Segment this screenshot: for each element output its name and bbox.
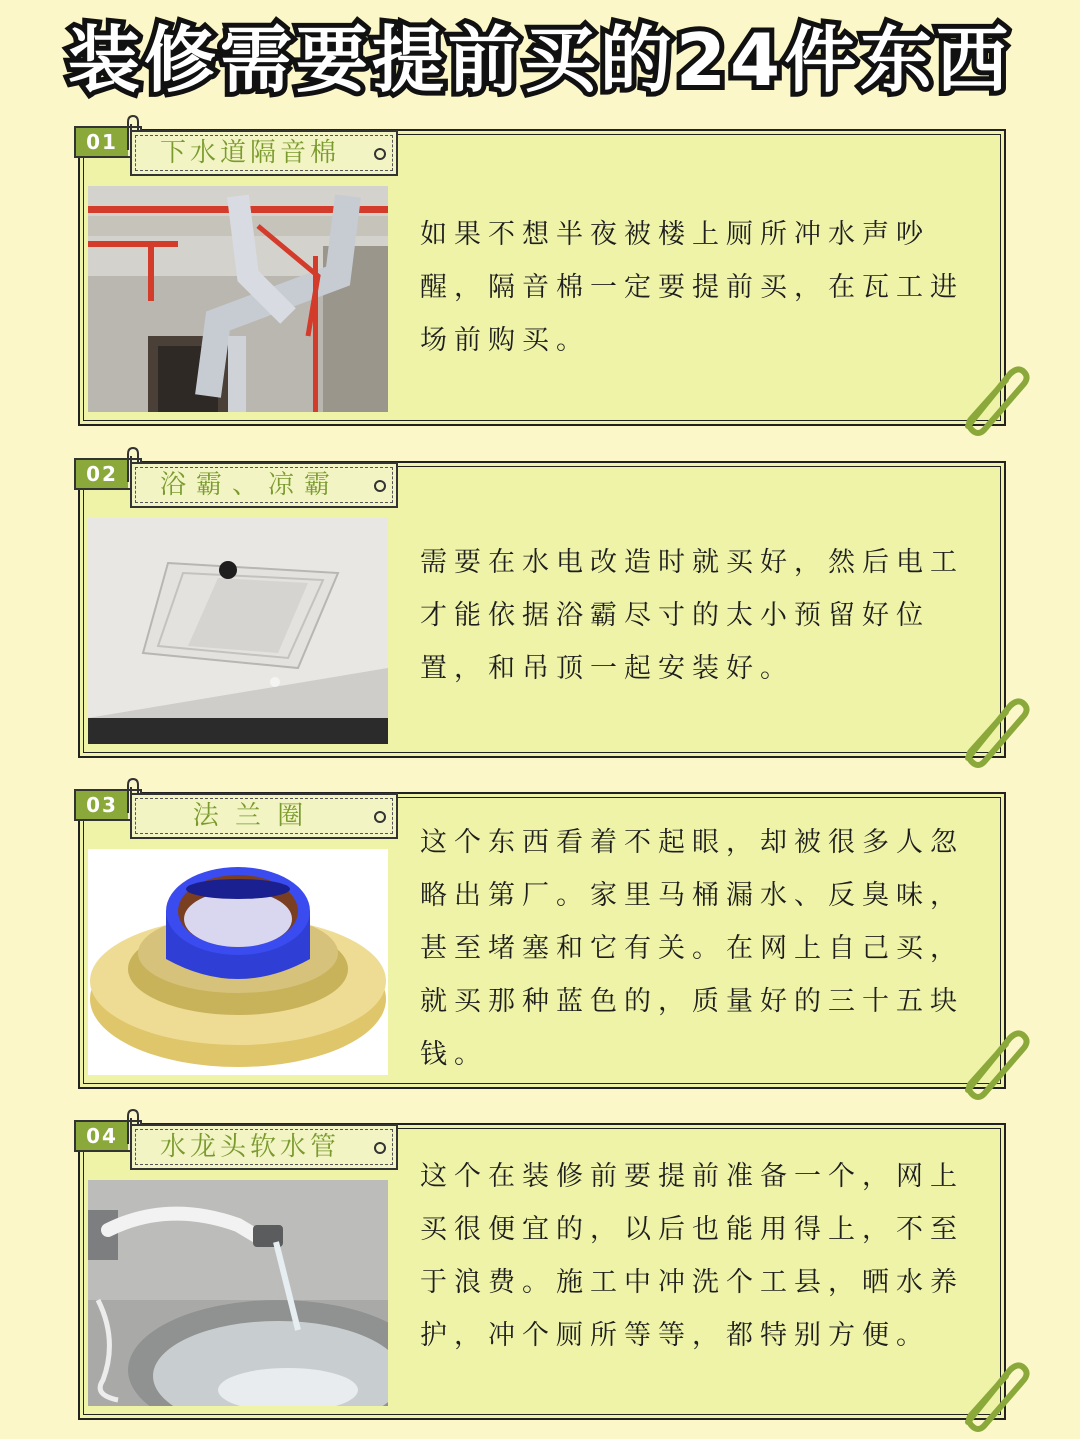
item-description: 这个在装修前要提前准备一个，网上买很便宜的，以后也能用得上，不至于浪费。施工中冲洗个工县，晒水养护，冲个厕所等等，都特别方便。 (420, 1161, 964, 1351)
paperclip-icon (958, 692, 1030, 768)
item-photo-flange-ring (88, 849, 388, 1075)
item-number: 03 (76, 791, 128, 819)
item-label: 水龙头软水管 (159, 1132, 340, 1162)
item-number: 02 (76, 460, 128, 488)
paperclip-icon (958, 360, 1030, 436)
paperclip-icon (958, 1024, 1030, 1100)
item-photo-pipes (88, 186, 388, 412)
item-label-box-3 (130, 793, 398, 839)
page-title: 装修需要提前买的24件东西 (67, 18, 1013, 102)
paperclip-icon (958, 1356, 1030, 1432)
item-label: 法 兰 圈 (192, 801, 308, 831)
item-description: 如果不想半夜被楼上厕所冲水声吵醒，隔音棉一定要提前买，在瓦工进场前购买。 (420, 219, 964, 356)
label-dot (374, 148, 386, 160)
item-photo-bath-heater (88, 518, 388, 744)
item-label: 浴霸、凉霸 (159, 470, 340, 500)
label-dot (374, 480, 386, 492)
label-dot (374, 811, 386, 823)
item-description: 需要在水电改造时就买好，然后电工才能依据浴霸尽寸的太小预留好位置，和吊顶一起安装好。 (420, 547, 964, 684)
item-label-box-1 (130, 130, 398, 176)
item-number: 04 (76, 1122, 128, 1150)
item-label-box-4 (130, 1124, 398, 1170)
item-number: 01 (76, 128, 128, 156)
item-description: 这个东西看着不起眼，却被很多人忽略出第厂。家里马桶漏水、反臭味，甚至堵塞和它有关。在网上自己买，就买那种蓝色的，质量好的三十五块钱。 (420, 827, 964, 1070)
label-dot (374, 1142, 386, 1154)
item-photo-faucet-hose (88, 1180, 388, 1406)
item-label: 下水道隔音棉 (159, 138, 340, 168)
item-label-box-2 (130, 462, 398, 508)
